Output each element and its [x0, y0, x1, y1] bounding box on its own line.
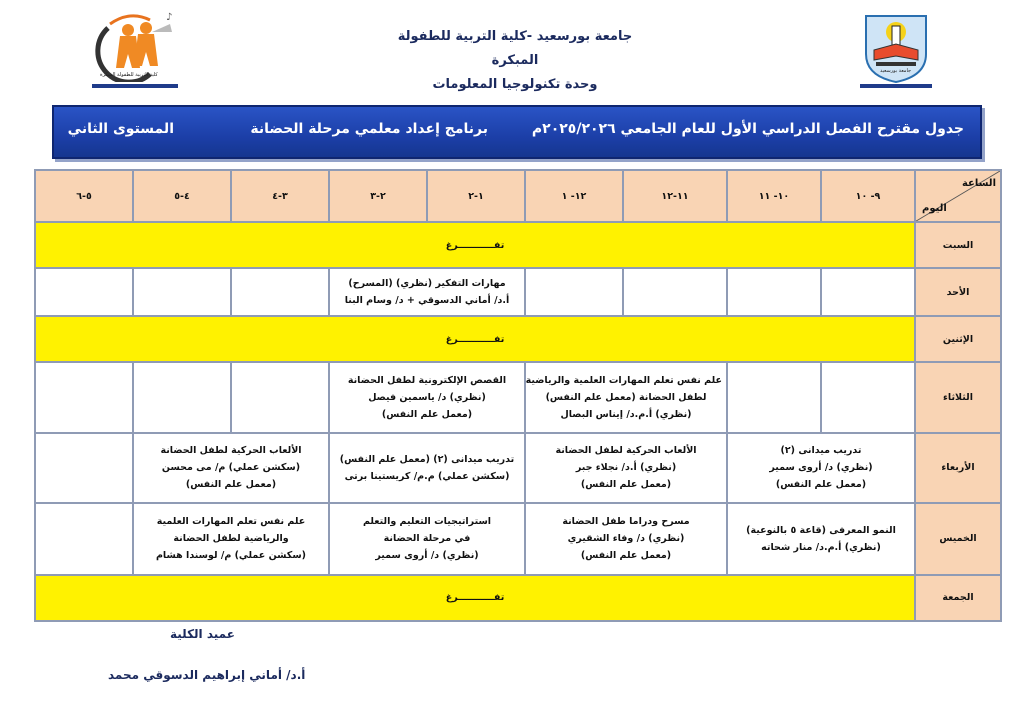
session-line: أ.د/ أماني الدسوقي + د/ وسام البنا [344, 295, 510, 307]
empty-slot [231, 268, 329, 316]
time-slot-header: ٩- ١٠ [821, 170, 915, 222]
session-line: (سكشن عملي) م/ لوسندا هشام [155, 550, 307, 562]
day-label: الأحد [915, 268, 1001, 316]
session-line: (معمل علم النفس) [185, 479, 277, 491]
empty-slot [727, 268, 821, 316]
session-line: (معمل علم النفس) [580, 479, 672, 491]
session-cell [329, 503, 525, 575]
session-cell [329, 268, 525, 316]
empty-slot [231, 362, 329, 432]
logo-underline-left [92, 84, 178, 88]
session-line: (نظري) د/ أروى سمير [769, 462, 873, 474]
free-day-cell: تفـــــــــــرغ [35, 316, 915, 362]
time-slot-header: ٣-٤ [231, 170, 329, 222]
unit-line: وحدة تكنولوجيا المعلومات [432, 77, 598, 92]
session-cell [727, 433, 915, 503]
session-line: (معمل علم النفس) [775, 479, 867, 491]
empty-slot [623, 268, 727, 316]
program-name: برنامج إعداد معلمي مرحلة الحضانة [250, 121, 488, 137]
schedule-table [34, 169, 1002, 622]
free-day-cell: تفـــــــــــرغ [35, 575, 915, 621]
session-line: والرياضية لطفل الحضانة [173, 533, 289, 545]
level-label: المستوى الثاني [67, 121, 174, 137]
time-slot-header: ١٠- ١١ [727, 170, 821, 222]
session-line: القصص الإلكترونية لطفل الحضانة [347, 374, 507, 386]
time-slot-header: ١١-١٢ [623, 170, 727, 222]
session-cell [525, 503, 727, 575]
day-row-monday [35, 316, 1001, 362]
schedule-title: جدول مقترح الفصل الدراسي الأول للعام الجامعي ٢٠٢٥/٢٠٢٦م [531, 121, 964, 137]
session-line: لطفل الحضانة (معمل علم النفس) [545, 391, 707, 403]
time-slot-header: ٢-٣ [329, 170, 427, 222]
session-line: (سكشن عملي) م.م/ كريستينا برتى [344, 470, 510, 482]
session-cell [329, 433, 525, 503]
dean-name: أ.د/ أماني إبراهيم الدسوقي محمد [108, 668, 306, 682]
day-row-wednesday [35, 433, 1001, 503]
empty-slot [133, 268, 231, 316]
session-line: تدريب ميدانى (٢) [780, 445, 862, 457]
session-line: (سكشن عملي) م/ مى محسن [161, 462, 301, 474]
corner-day-label: اليوم [922, 203, 947, 215]
empty-slot [35, 362, 133, 432]
session-line: النمو المعرفى (قاعة ٥ بالنوعية) [746, 524, 896, 536]
empty-slot [35, 503, 133, 575]
day-row-tuesday [35, 362, 1001, 432]
empty-slot [35, 268, 133, 316]
day-row-saturday [35, 222, 1001, 268]
dean-title: عميد الكلية [170, 627, 235, 641]
empty-slot [133, 362, 231, 432]
session-line: علم نفس تعلم المهارات العلمية والرياضية [525, 374, 722, 386]
session-line: استراتيجيات التعليم والتعلم [362, 516, 492, 528]
time-header-row [35, 170, 1001, 222]
time-slot-header: ٤-٥ [133, 170, 231, 222]
session-cell [329, 362, 525, 432]
day-label: الخميس [915, 503, 1001, 575]
session-cell [133, 433, 329, 503]
session-line: الألعاب الحركية لطفل الحضانة [160, 445, 302, 457]
session-line: مسرح ودراما طفل الحضانة [562, 516, 690, 528]
empty-slot [525, 268, 623, 316]
session-cell [525, 433, 727, 503]
session-line: (نظري) أ.د/ نجلاء جبر [575, 462, 677, 474]
faculty-logo-caption: كلية التربية للطفولة المبكرة [100, 72, 158, 78]
session-line: (نظري) د/ وفاء الشقيري [567, 533, 685, 545]
empty-slot [821, 362, 915, 432]
day-label: الإثنين [915, 316, 1001, 362]
day-label: السبت [915, 222, 1001, 268]
faculty-logo [90, 10, 178, 82]
time-slot-header: ١-٢ [427, 170, 525, 222]
day-row-friday [35, 575, 1001, 621]
session-line: مهارات التفكير (نظري) (المسرح) [348, 278, 506, 290]
empty-slot [821, 268, 915, 316]
session-cell [133, 503, 329, 575]
time-slot-header: ١٢- ١ [525, 170, 623, 222]
session-line: (نظري) د/ أروى سمير [375, 550, 479, 562]
svg-text:♪: ♪ [166, 12, 173, 23]
time-slot-header: ٥-٦ [35, 170, 133, 222]
session-line: (نظري) أ.م.د/ منار شحاته [761, 541, 881, 553]
session-cell [727, 503, 915, 575]
university-logo-caption: جامعة بورسعيد [880, 68, 912, 74]
corner-cell [915, 170, 1001, 222]
session-line: تدريب ميدانى (٢) (معمل علم النفس) [339, 453, 515, 465]
session-line: (نظري) د/ ياسمين فيصل [368, 391, 486, 403]
day-label: الأربعاء [915, 433, 1001, 503]
day-row-thursday [35, 503, 1001, 575]
free-day-cell: تفـــــــــــرغ [35, 222, 915, 268]
university-line: جامعة بورسعيد -كلية التربية للطفولة المبكرة [397, 29, 633, 68]
session-line: علم نفس تعلم المهارات العلمية [156, 516, 306, 528]
session-cell [525, 362, 727, 432]
session-line: الألعاب الحركية لطفل الحضانة [555, 445, 697, 457]
day-row-sunday [35, 268, 1001, 316]
empty-slot [35, 433, 133, 503]
logo-underline-right [860, 84, 932, 88]
session-line: في مرحلة الحضانة [383, 533, 471, 545]
schedule-banner [52, 105, 982, 159]
session-line: (معمل علم النفس) [381, 408, 473, 420]
session-line: (نظري) أ.م.د/ إيناس البصال [560, 408, 692, 420]
institution-title [380, 25, 650, 97]
university-logo [862, 10, 930, 84]
session-line: (معمل علم النفس) [580, 550, 672, 562]
corner-hour-label: الساعة [961, 178, 996, 189]
day-label: الثلاثاء [915, 362, 1001, 432]
day-label: الجمعة [915, 575, 1001, 621]
empty-slot [727, 362, 821, 432]
